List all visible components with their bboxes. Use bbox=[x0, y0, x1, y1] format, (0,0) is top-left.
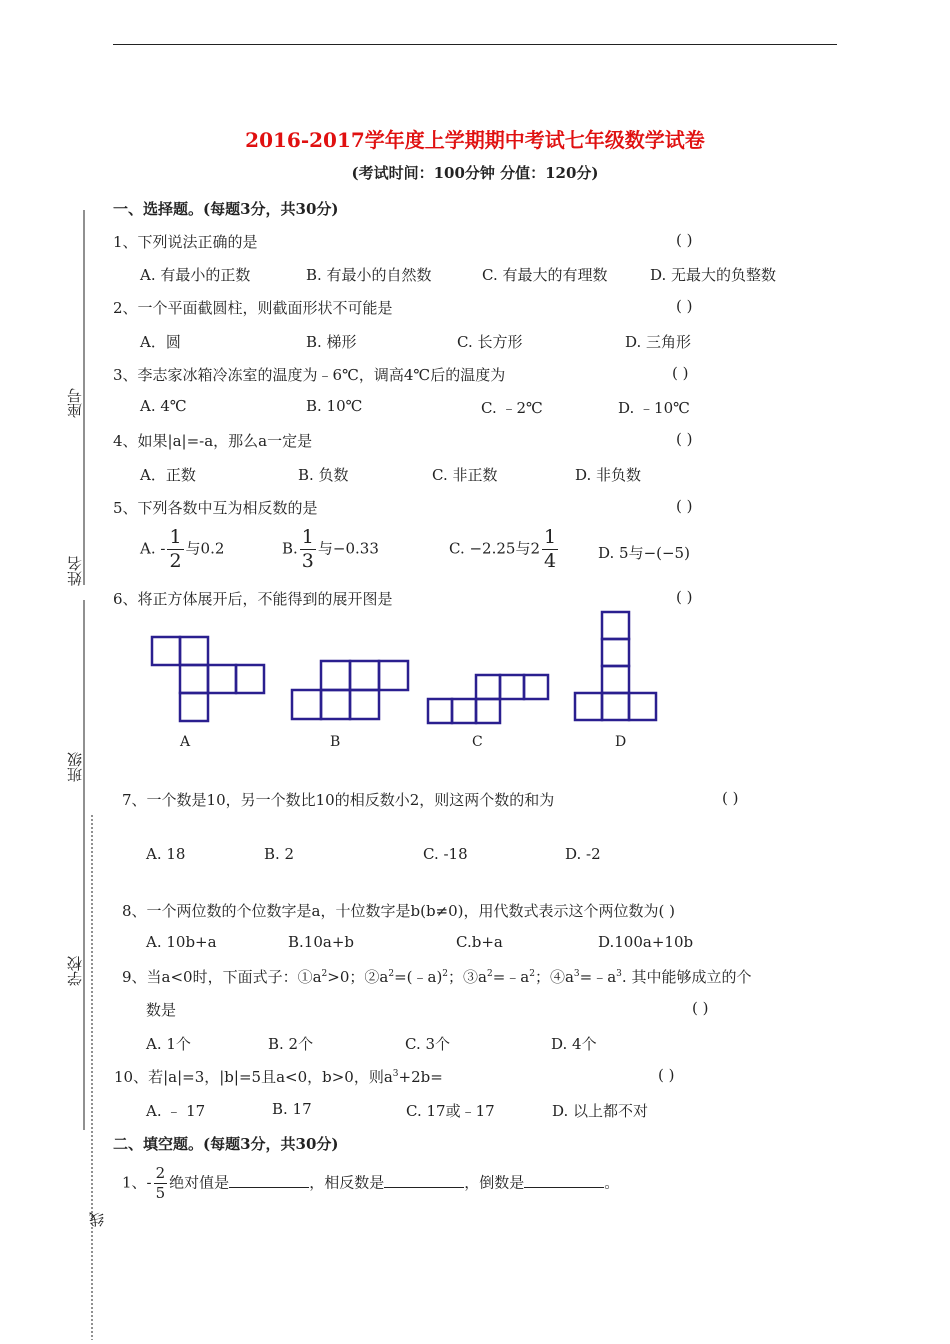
exam-info: (考试时间：100分钟 分值：120分) bbox=[351, 164, 599, 182]
fill-q1 bbox=[122, 1166, 619, 1201]
q7-option-b: B. 2 bbox=[264, 845, 295, 863]
fill-q1-blank-opposite[interactable] bbox=[384, 1173, 464, 1188]
q2-option-d: D. 三角形 bbox=[625, 333, 692, 351]
net-c bbox=[428, 675, 548, 723]
school-label: 学校 bbox=[66, 956, 84, 986]
q9-exp: 2 bbox=[486, 969, 493, 979]
q10-option-d: D. 以上都不对 bbox=[552, 1102, 649, 1120]
q5-c-denominator: 4 bbox=[544, 550, 557, 572]
q9-exp: 2 bbox=[321, 969, 328, 979]
page-title: 2016-2017学年度上学期期中考试七年级数学试卷 bbox=[245, 128, 705, 152]
fill-q1-text: ，相反数是 bbox=[309, 1173, 385, 1192]
seat-label: 座号 bbox=[66, 388, 84, 418]
q10-stem-part: 10、若|a|=3，|b|=5且a<0，b>0，则a bbox=[114, 1068, 393, 1086]
q9-exp: 2 bbox=[388, 969, 395, 979]
q9-stem-part: ；④a bbox=[534, 968, 574, 986]
q8-option-b: B.10a+b bbox=[288, 933, 354, 951]
q4-option-c: C. 非正数 bbox=[432, 466, 498, 484]
q2-option-a: A．圆 bbox=[140, 333, 181, 351]
q1-answer-paren: ( ) bbox=[676, 231, 693, 249]
q9-option-b: B. 2个 bbox=[268, 1035, 314, 1053]
q9-option-d: D. 4个 bbox=[551, 1035, 597, 1053]
q5-b-denominator: 3 bbox=[301, 550, 314, 572]
q5-a-numerator: 1 bbox=[169, 526, 182, 548]
q5-b-suffix: 与−0.33 bbox=[317, 539, 379, 558]
q5-option-b bbox=[282, 528, 379, 571]
q9-stem-part: ；③a bbox=[448, 968, 487, 986]
cube-nets-figure bbox=[140, 605, 680, 730]
q3-answer-paren: ( ) bbox=[672, 364, 689, 382]
q3-stem: 3、李志家冰箱冷冻室的温度为﹣6℃，调高4℃后的温度为 bbox=[113, 366, 506, 384]
q8-option-d: D.100a+10b bbox=[598, 933, 694, 951]
q9-option-a: A. 1个 bbox=[146, 1035, 191, 1053]
q4-stem: 4、如果|a|=-a，那么a一定是 bbox=[113, 432, 313, 450]
net-label-d: D bbox=[615, 734, 627, 750]
fill-q1-blank-reciprocal[interactable] bbox=[524, 1173, 604, 1188]
q7-option-a: A. 18 bbox=[146, 845, 186, 863]
q10-stem bbox=[114, 1066, 443, 1087]
q1-option-c: C. 有最大的有理数 bbox=[482, 266, 608, 284]
q10-option-a: A. ﹣ 17 bbox=[146, 1102, 206, 1120]
section-choice-title: 一、选择题。(每题3分，共30分) bbox=[113, 200, 339, 218]
header-rule bbox=[113, 44, 837, 45]
q10-option-c: C. 17或﹣17 bbox=[406, 1102, 495, 1120]
net-label-b: B bbox=[330, 734, 341, 750]
q2-option-c: C. 长方形 bbox=[457, 333, 523, 351]
q6-answer-paren: ( ) bbox=[676, 588, 693, 606]
q5-answer-paren: ( ) bbox=[676, 497, 693, 515]
q9-answer-paren: ( ) bbox=[692, 999, 709, 1017]
q9-exp: 3 bbox=[573, 969, 580, 979]
class-label: 班级 bbox=[66, 752, 84, 782]
q7-answer-paren: ( ) bbox=[722, 789, 739, 807]
fill-q1-numerator: 2 bbox=[155, 1164, 166, 1182]
cut-line-label: 线 bbox=[88, 1212, 106, 1227]
q4-option-a: A．正数 bbox=[140, 466, 196, 484]
q9-exp: 3 bbox=[616, 969, 622, 979]
net-a bbox=[152, 637, 264, 721]
q2-stem: 2、一个平面截圆柱，则截面形状不可能是 bbox=[113, 299, 393, 317]
q10-answer-paren: ( ) bbox=[658, 1066, 675, 1084]
q5-option-d: D. 5与−(−5) bbox=[598, 544, 690, 562]
q5-a-fraction bbox=[167, 528, 183, 571]
q3-option-a: A. 4℃ bbox=[140, 397, 187, 415]
q10-stem-part: +2b= bbox=[398, 1068, 443, 1086]
q5-b-numerator: 1 bbox=[301, 526, 314, 548]
q10-option-b: B. 17 bbox=[272, 1100, 312, 1118]
q7-option-c: C. -18 bbox=[423, 845, 468, 863]
q5-a-prefix: A. - bbox=[140, 539, 166, 558]
q3-option-d: D. ﹣10℃ bbox=[618, 399, 690, 417]
q1-stem: 1、下列说法正确的是 bbox=[113, 233, 258, 251]
q5-b-prefix: B. bbox=[282, 539, 298, 558]
q9-stem bbox=[122, 966, 751, 987]
name-label: 姓名 bbox=[66, 556, 84, 586]
fill-q1-prefix: 1、- bbox=[122, 1173, 152, 1192]
q2-answer-paren: ( ) bbox=[676, 297, 693, 315]
q5-option-a bbox=[140, 528, 224, 571]
q9-option-c: C. 3个 bbox=[405, 1035, 451, 1053]
q9-exp: 2 bbox=[442, 969, 449, 979]
q9-stem-line2: 数是 bbox=[146, 1001, 177, 1019]
q1-option-a: A. 有最小的正数 bbox=[140, 266, 251, 284]
q4-answer-paren: ( ) bbox=[676, 430, 693, 448]
q5-c-fraction bbox=[542, 528, 558, 571]
q8-option-a: A. 10b+a bbox=[146, 933, 217, 951]
q5-a-suffix: 与0.2 bbox=[185, 539, 225, 558]
net-b bbox=[292, 661, 408, 719]
q3-option-b: B. 10℃ bbox=[306, 397, 363, 415]
q5-stem: 5、下列各数中互为相反数的是 bbox=[113, 499, 318, 517]
q9-stem-part: =﹣a bbox=[579, 968, 617, 986]
q9-stem-part: >0；②a bbox=[327, 968, 389, 986]
q6-stem: 6、将正方体展开后，不能得到的展开图是 bbox=[113, 590, 393, 608]
q5-a-denominator: 2 bbox=[169, 550, 182, 572]
q9-stem-part: =(﹣a) bbox=[394, 968, 443, 986]
q8-stem: 8、一个两位数的个位数字是a，十位数字是b(b≠0)，用代数式表示这个两位数为( ) bbox=[122, 902, 675, 920]
q5-option-c bbox=[449, 528, 560, 571]
q9-stem-part: 9、当a<0时，下面式子：①a bbox=[122, 968, 322, 986]
net-d bbox=[575, 612, 656, 720]
q5-b-fraction bbox=[300, 528, 316, 571]
fill-q1-text: 绝对值是 bbox=[169, 1173, 230, 1192]
q9-stem-part: =﹣a bbox=[492, 968, 530, 986]
q5-c-prefix: C. −2.25与2 bbox=[449, 539, 540, 558]
q4-option-b: B. 负数 bbox=[298, 466, 349, 484]
fill-q1-blank-abs[interactable] bbox=[229, 1173, 309, 1188]
q5-c-numerator: 1 bbox=[544, 526, 557, 548]
fill-q1-text: 。 bbox=[604, 1173, 620, 1192]
q8-option-c: C.b+a bbox=[456, 933, 503, 951]
net-label-a: A bbox=[180, 734, 191, 750]
q4-option-d: D. 非负数 bbox=[575, 466, 642, 484]
q7-option-d: D. -2 bbox=[565, 845, 601, 863]
q1-option-b: B. 有最小的自然数 bbox=[306, 266, 432, 284]
q9-exp: 2 bbox=[529, 969, 535, 979]
fill-q1-text: ，倒数是 bbox=[464, 1173, 525, 1192]
section-fill-title: 二、填空题。(每题3分，共30分) bbox=[113, 1135, 339, 1153]
net-label-c: C bbox=[472, 734, 483, 750]
q9-stem-part: . 其中能够成立的个 bbox=[621, 968, 752, 986]
fill-q1-fraction bbox=[154, 1166, 168, 1201]
q7-stem: 7、一个数是10，另一个数比10的相反数小2，则这两个数的和为 bbox=[122, 791, 555, 809]
q10-exp: 3 bbox=[392, 1069, 399, 1079]
fill-q1-denominator: 5 bbox=[155, 1184, 166, 1202]
q3-option-c: C. ﹣2℃ bbox=[481, 399, 543, 417]
q2-option-b: B. 梯形 bbox=[306, 333, 357, 351]
q1-option-d: D. 无最大的负整数 bbox=[650, 266, 777, 284]
